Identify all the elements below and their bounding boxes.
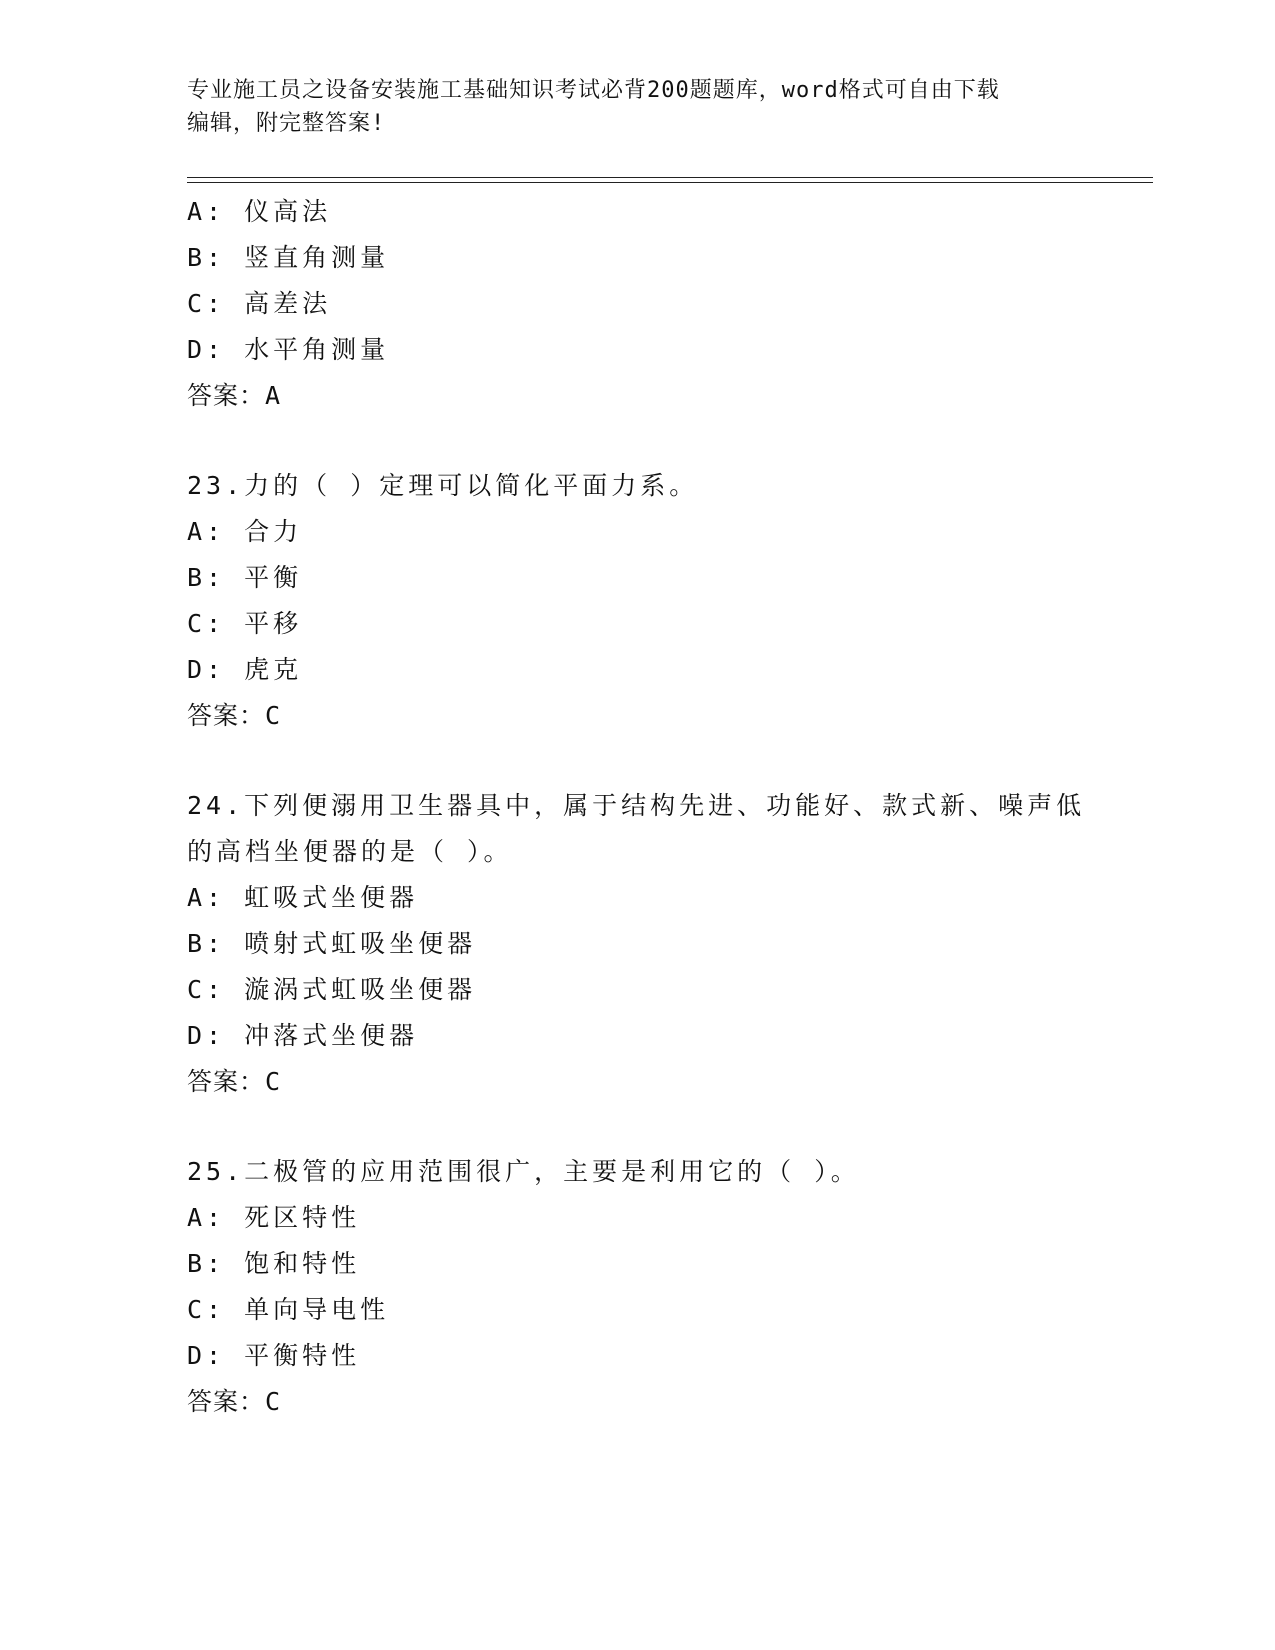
answer-value: A xyxy=(265,381,282,410)
answer-line xyxy=(187,693,1087,739)
option-b: B: 饱和特性 xyxy=(187,1249,361,1278)
answer-label: 答案： xyxy=(187,381,266,410)
question-text: 23.力的（ ）定理可以简化平面力系。 xyxy=(187,471,699,500)
option-b: B: 喷射式虹吸坐便器 xyxy=(187,929,477,958)
option-c: C: 高差法 xyxy=(187,289,332,318)
option-c: C: 单向导电性 xyxy=(187,1295,390,1324)
answer-value: C xyxy=(265,1387,282,1416)
header-line-1: 专业施工员之设备安装施工基础知识考试必背200题题库，word格式可自由下载 xyxy=(187,78,1000,103)
question-list xyxy=(187,189,1087,1425)
option-a: A: 仪高法 xyxy=(187,197,332,226)
answer-label: 答案： xyxy=(187,1387,266,1416)
question-text: 25.二极管的应用范围很广，主要是利用它的（ ）。 xyxy=(187,1157,860,1186)
block-spacer xyxy=(187,1105,1087,1149)
option-d: D: 虎克 xyxy=(187,655,303,684)
answer-line xyxy=(187,1379,1087,1425)
block-spacer xyxy=(187,739,1087,783)
answer-value: C xyxy=(265,1067,282,1096)
block-spacer xyxy=(187,419,1087,463)
answer-value: C xyxy=(265,701,282,730)
answer-label: 答案： xyxy=(187,701,266,730)
option-d: D: 平衡特性 xyxy=(187,1341,361,1370)
question-block-22 xyxy=(187,189,1087,419)
header-divider-bottom xyxy=(187,182,1153,183)
answer-label: 答案： xyxy=(187,1067,266,1096)
question-block-24 xyxy=(187,783,1087,1105)
header-line-2: 编辑，附完整答案! xyxy=(187,111,386,136)
answer-line xyxy=(187,1059,1087,1105)
question-block-23 xyxy=(187,463,1087,739)
answer-line xyxy=(187,373,1087,419)
question-text-line-2: 的高档坐便器的是（ ）。 xyxy=(187,837,513,866)
header-divider-top xyxy=(187,177,1153,178)
question-block-25 xyxy=(187,1149,1087,1425)
option-c: C: 漩涡式虹吸坐便器 xyxy=(187,975,477,1004)
option-a: A: 合力 xyxy=(187,517,303,546)
option-a: A: 虹吸式坐便器 xyxy=(187,883,419,912)
option-d: D: 水平角测量 xyxy=(187,335,390,364)
option-b: B: 竖直角测量 xyxy=(187,243,390,272)
option-b: B: 平衡 xyxy=(187,563,303,592)
option-a: A: 死区特性 xyxy=(187,1203,361,1232)
question-text-line-1: 24.下列便溺用卫生器具中，属于结构先进、功能好、款式新、噪声低 xyxy=(187,791,1086,820)
option-c: C: 平移 xyxy=(187,609,303,638)
option-d: D: 冲落式坐便器 xyxy=(187,1021,419,1050)
document-header xyxy=(187,74,1067,140)
